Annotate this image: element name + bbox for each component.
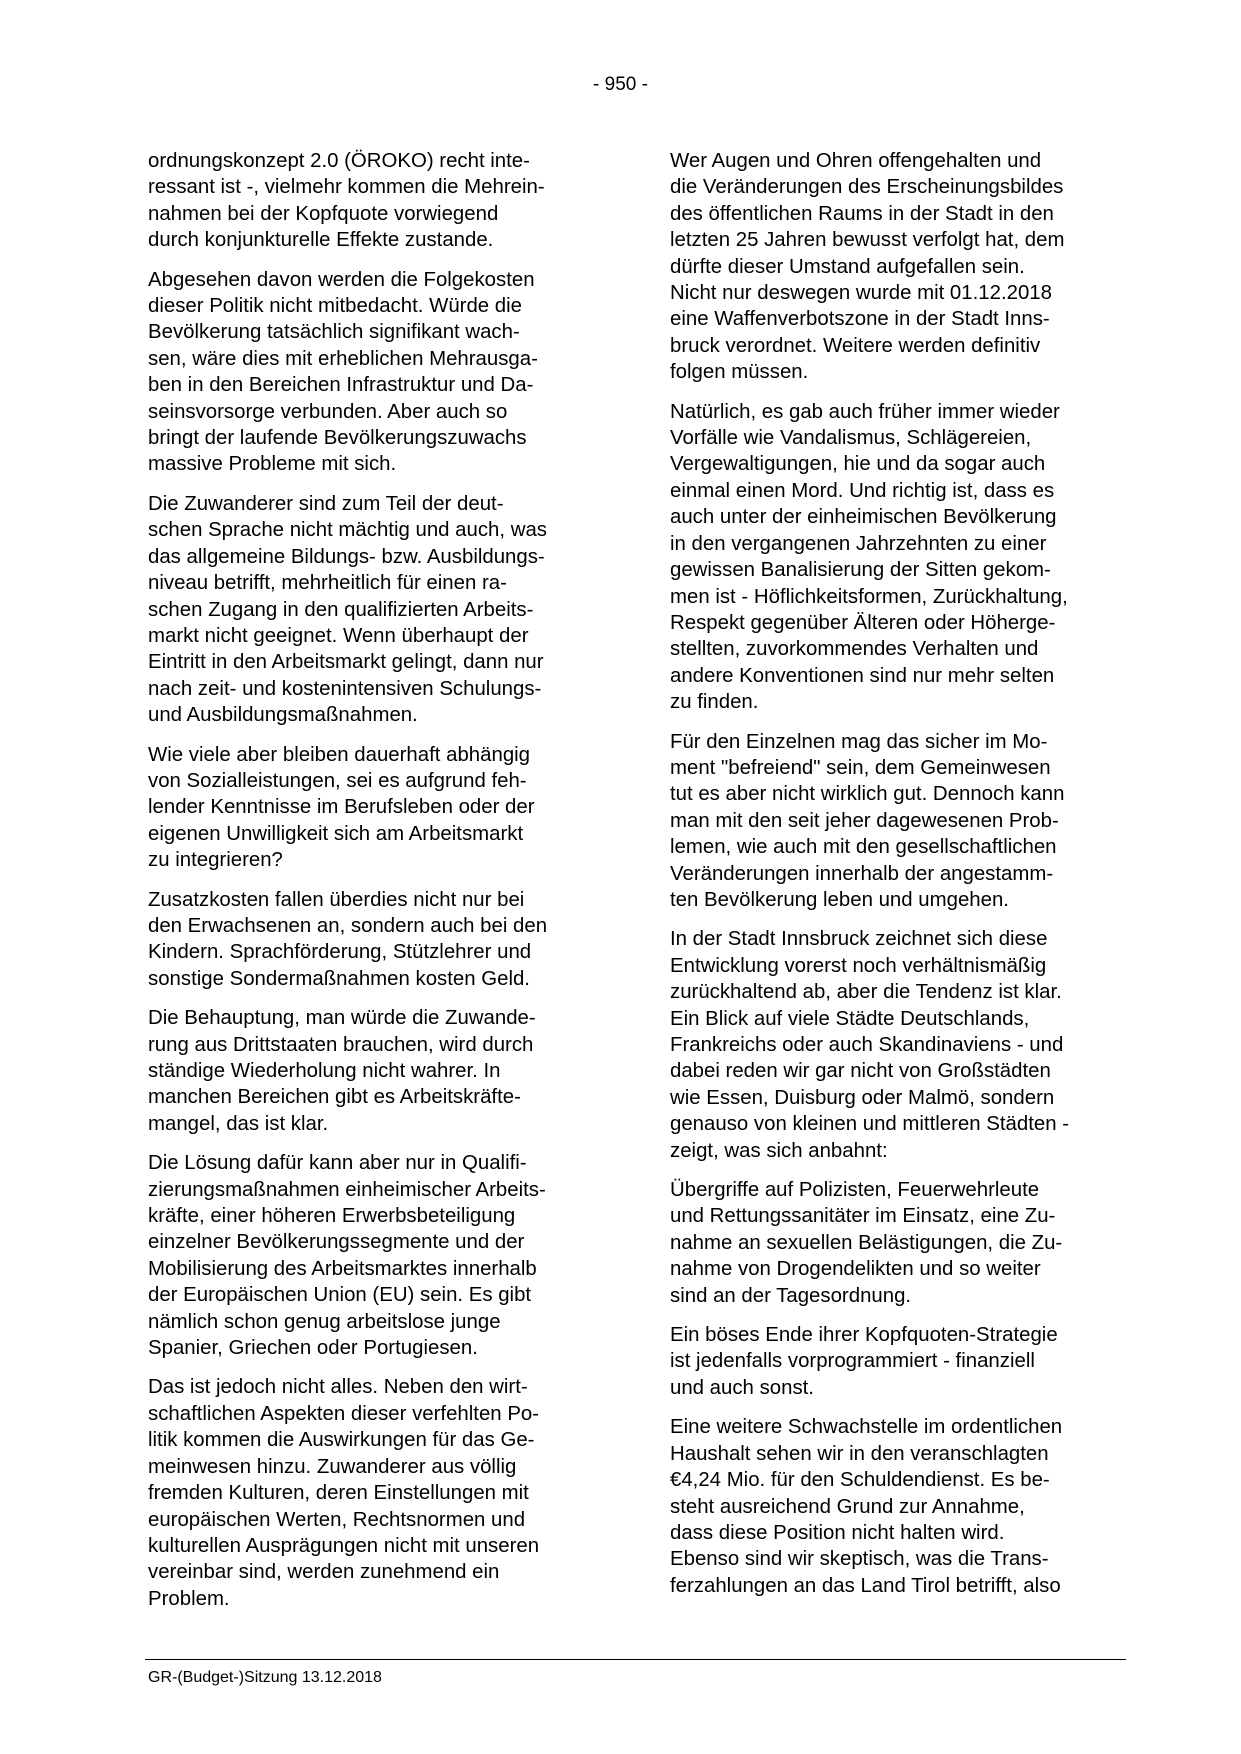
paragraph: Wer Augen und Ohren offengehalten und die Veränderungen des Erscheinungsbildes des öffentlichen Raums in der Stadt in den letzten 25 Jahren bewusst verfolgt hat, dem dürfte dieser Umstand aufgefallen sein. Nicht nur deswegen wurde mit 01.12.2018 eine Waffenverbotszone in der Stadt Inns- bruck verordnet. Weitere werden definitiv folgen müssen. <box>670 150 1065 384</box>
paragraph: Für den Einzelnen mag das sicher im Mo- ment "befreiend" sein, dem Gemeinwesen tut es aber nicht wirklich gut. Dennoch kann man mit den seit jeher dagewesenen Prob- lemen, wie auch mit den gesellschaftlichen Veränderungen innerhalb der angestamm- ten Bevölkerung leben und umgehen. <box>670 730 1065 911</box>
paragraph: Wie viele aber bleiben dauerhaft abhängig von Sozialleistungen, sei es aufgrund feh- lender Kenntnisse im Berufsleben oder der eigenen Unwilligkeit sich am Arbeitsmarkt zu integrieren? <box>148 743 535 872</box>
paragraph: Die Zuwanderer sind zum Teil der deut- schen Sprache nicht mächtig und auch, was das allgemeine Bildungs- bzw. Ausbildungs- niveau betrifft, mehrheitlich für einen ra- schen Zugang in den qualifizierten Arbeits- markt nicht geeignet. Wenn überhaupt der Eintritt in den Arbeitsmarkt gelingt, dann nur nach zeit- und kostenintensiven Schulungs- und Ausbildungsmaßnahmen. <box>148 492 547 727</box>
footer-session-label: GR-(Budget-)Sitzung 13.12.2018 <box>148 1669 382 1686</box>
page-number: - 950 - <box>593 74 648 95</box>
paragraph: Zusatzkosten fallen überdies nicht nur bei den Erwachsenen an, sondern auch bei den Kindern. Sprachförderung, Stützlehrer und sonstige Sondermaßnahmen kosten Geld. <box>148 888 548 990</box>
left-column <box>148 148 598 1625</box>
paragraph: Abgesehen davon werden die Folgekosten dieser Politik nicht mitbedacht. Würde die Bevölkerung tatsächlich signifikant wach- sen, wäre dies mit erheblichen Mehrausga- ben in den Bereichen Infrastruktur und Da- seinsvorsorge verbunden. Aber auch so bringt der laufende Bevölkerungszuwachs massive Probleme mit sich. <box>148 268 538 476</box>
paragraph: Die Lösung dafür kann aber nur in Qualifi- zierungsmaßnahmen einheimischer Arbeits- kräfte, einer höheren Erwerbsbeteiligung einzelner Bevölkerungssegmente und der Mobilisierung des Arbeitsmarktes innerhalb der Europäischen Union (EU) sein. Es gibt nämlich schon genug arbeitslose junge Spanier, Griechen oder Portugiesen. <box>148 1152 546 1360</box>
paragraph: Eine weitere Schwachstelle im ordentlichen Haushalt sehen wir in den veranschlagten €4,24 Mio. für den Schuldendienst. Es be- steht ausreichend Grund zur Annahme, dass diese Position nicht halten wird. Ebenso sind wir skeptisch, was die Trans- ferzahlungen an das Land Tirol betrifft, also <box>670 1416 1063 1597</box>
paragraph: In der Stadt Innsbruck zeichnet sich diese Entwicklung vorerst noch verhältnismäßig zurückhaltend ab, aber die Tendenz ist klar. Ein Blick auf viele Städte Deutschlands, Frankreichs oder auch Skandinaviens - und dabei reden wir gar nicht von Großstädten wie Essen, Duisburg oder Malmö, sondern genauso von kleinen und mittleren Städten - zeigt, was sich anbahnt: <box>670 928 1070 1162</box>
paragraph: ordnungskonzept 2.0 (ÖROKO) recht inte- ressant ist -, vielmehr kommen die Mehrein- nahmen bei der Kopfquote vorwiegend durch konjunkturelle Effekte zustande. <box>148 150 545 252</box>
paragraph: Die Behauptung, man würde die Zuwande- rung aus Drittstaaten brauchen, wird durch ständige Wiederholung nicht wahrer. In manchen Bereichen gibt es Arbeitskräfte- mangel, das ist klar. <box>148 1007 536 1135</box>
paragraph: Ein böses Ende ihrer Kopfquoten-Strategie ist jedenfalls vorprogrammiert - finanziell und auch sonst. <box>670 1324 1058 1399</box>
paragraph: Natürlich, es gab auch früher immer wieder Vorfälle wie Vandalismus, Schlägereien, Vergewaltigungen, hie und da sogar auch einmal einen Mord. Und richtig ist, dass es auch unter der einheimischen Bevölkerung in den vergangenen Jahrzehnten zu einer gewissen Banalisierung der Sitten gekom- men ist - Höflichkeitsformen, Zurückhaltung, Respekt gegenüber Älteren oder Höherge- stellten, zuvorkommendes Verhalten und andere Konventionen sind nur mehr selten zu finden. <box>670 400 1068 714</box>
right-column <box>670 148 1122 1612</box>
footer-divider <box>145 1659 1126 1660</box>
paragraph: Das ist jedoch nicht alles. Neben den wirt- schaftlichen Aspekten dieser verfehlten Po- litik kommen die Auswirkungen für das Ge- meinwesen hinzu. Zuwanderer aus völlig fremden Kulturen, deren Einstellungen mit europäischen Werten, Rechtsnormen und kulturellen Ausprägungen nicht mit unseren vereinbar sind, werden zunehmend ein Problem. <box>148 1376 540 1610</box>
paragraph: Übergriffe auf Polizisten, Feuerwehrleute und Rettungssanitäter im Einsatz, eine Zu- nahme an sexuellen Belästigungen, die Zu- nahme von Drogendelikten und so weiter sind an der Tagesordnung. <box>670 1179 1063 1307</box>
